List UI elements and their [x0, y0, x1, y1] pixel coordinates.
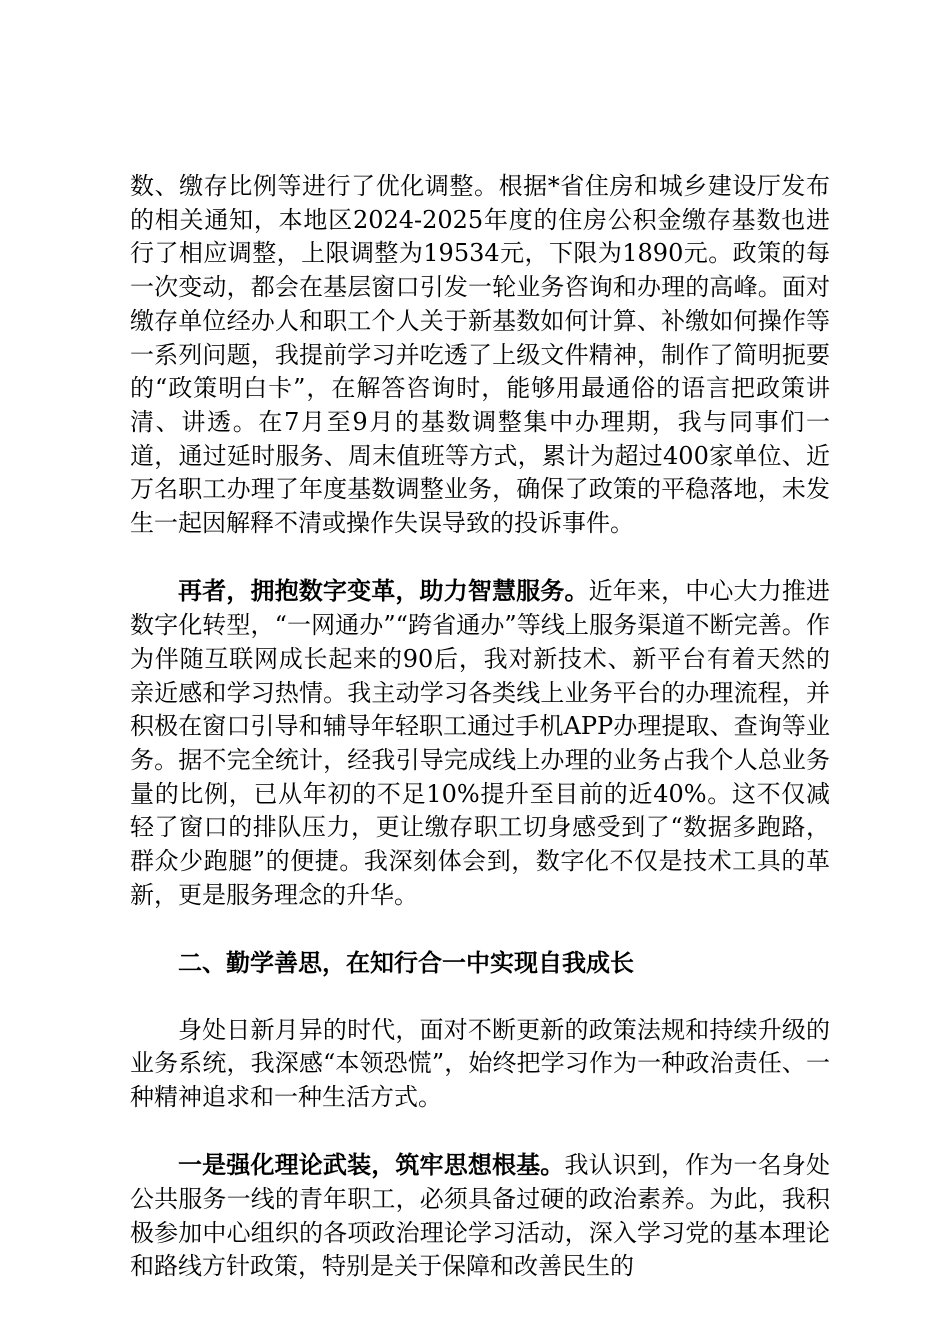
- document-page: [130, 170, 830, 1318]
- paragraph-learning-intro: 身处日新月异的时代，面对不断更新的政策法规和持续升级的业务系统，我深感“本领恐慌”，始终把学习作为一种政治责任、一种精神追求和一种生活方式。: [130, 1015, 830, 1111]
- paragraph-body-theory: 我认识到，作为一名身处公共服务一线的青年职工，必须具备过硬的政治素养。为此，我积极参加中心组织的各项政治理论学习活动，深入学习党的基本理论和路线方针政策，特别是关于保障和改善民生的: [130, 1151, 831, 1281]
- paragraph-policy-adjustment: 数、缴存比例等进行了优化调整。根据*省住房和城乡建设厅发布的相关通知，本地区2024-2025年度的住房公积金缴存基数也进行了相应调整，上限调整为19534元，下限为1890元。政策的每一次变动，都会在基层窗口引发一轮业务咨询和办理的高峰。面对缴存单位经办人和职工个人关于新基数如何计算、补缴如何操作等一系列问题，我提前学习并吃透了上级文件精神，制作了简明扼要的“政策明白卡”，在解答咨询时，能够用最通俗的语言把政策讲清、讲透。在7月至9月的基数调整集中办理期，我与同事们一道，通过延时服务、周末值班等方式，累计为超过400家单位、近万名职工办理了年度基数调整业务，确保了政策的平稳落地，未发生一起因解释不清或操作失误导致的投诉事件。: [130, 172, 830, 538]
- section-heading-2: 二、勤学善思，在知行合一中实现自我成长: [178, 948, 634, 978]
- paragraph-theory-study: [130, 1148, 830, 1284]
- paragraph-lead-digital: 再者，拥抱数字变革，助力智慧服务。: [178, 576, 589, 606]
- paragraph-body-digital: 近年来，中心大力推进数字化转型，“一网通办”“跨省通办”等线上服务渠道不断完善。作为伴随互联网成长起来的90后，我对新技术、新平台有着天然的亲近感和学习热情。我主动学习各类线上业务平台的办理流程，并积极在窗口引导和辅导年轻职工通过手机APP办理提取、查询等业务。据不完全统计，经我引导完成线上办理的业务占我个人总业务量的比例，已从年初的不足10%提升至目前的近40%。这不仅减轻了窗口的排队压力，更让缴存职工切身感受到了“数据多跑路，群众少跑腿”的便捷。我深刻体会到，数字化不仅是技术工具的革新，更是服务理念的升华。: [130, 577, 831, 909]
- paragraph-digital-transformation: [130, 574, 830, 912]
- paragraph-lead-theory: 一是强化理论武装，筑牢思想根基。: [178, 1150, 565, 1180]
